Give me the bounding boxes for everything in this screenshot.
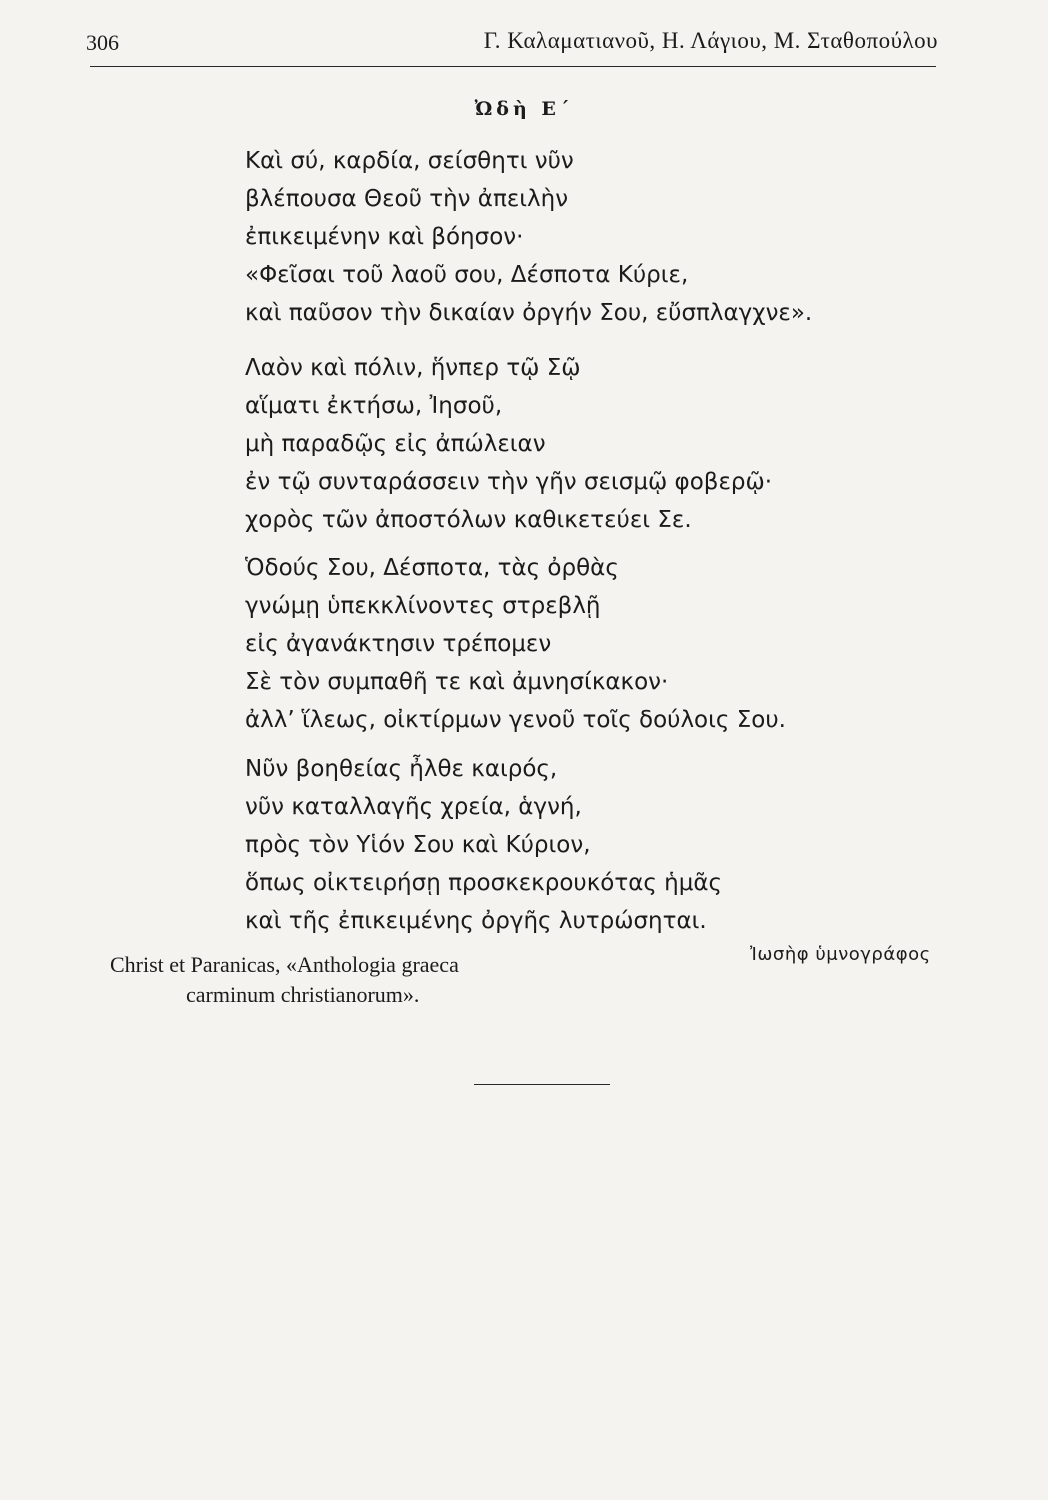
page-header — [86, 22, 938, 66]
verse-line: Νῦν βοηθείας ἦλθε καιρός, — [245, 756, 558, 782]
source-line: carminum christianorum». — [186, 982, 420, 1007]
author-attribution: Ἰωσὴφ ὑμνογράφος — [750, 944, 931, 965]
verse-line: χορὸς τῶν ἀποστόλων καθικετεύει Σε. — [245, 507, 692, 533]
verse-line: καὶ παῦσον τὴν δικαίαν ὀργήν Σου, εὔσπλαγχνε». — [245, 300, 813, 326]
verse-line: ἀλλ’ ἵλεως, οἰκτίρμων γενοῦ τοῖς δούλοις Σου. — [245, 707, 786, 733]
stanza-2 — [245, 349, 945, 539]
verse-line: ἐν τῷ συνταράσσειν τὴν γῆν σεισμῷ φοβερῷ· — [245, 469, 773, 495]
running-head: Γ. Καλαματιανοῦ, Η. Λάγιου, Μ. Σταθοπούλου — [483, 28, 938, 53]
verse-line: βλέπουσα Θεοῦ τὴν ἀπειλὴν — [245, 186, 569, 212]
source-line: Christ et Paranicas, «Anthologia graeca — [110, 952, 459, 977]
stanza-1 — [245, 142, 945, 332]
verse-line: ὅπως οἰκτειρήσῃ προσκεκρουκότας ἡμᾶς — [245, 870, 723, 896]
end-rule — [474, 1084, 610, 1085]
page-number: 306 — [86, 30, 119, 55]
verse-line: μὴ παραδῷς εἰς ἀπώλειαν — [245, 431, 546, 457]
verse-line: καὶ τῆς ἐπικειμένης ὀργῆς λυτρώσηται. — [245, 908, 707, 934]
verse-line: Καὶ σύ, καρδία, σείσθητι νῦν — [245, 148, 574, 174]
ode-title: Ὠδὴ Ε΄ — [474, 98, 574, 120]
verse-line: ἐπικειμένην καὶ βόησον· — [245, 224, 524, 250]
verse-line: Λαὸν καὶ πόλιν, ἥνπερ τῷ Σῷ — [245, 355, 581, 381]
header-rule — [90, 66, 936, 67]
source-citation — [110, 950, 459, 1010]
verse-line: «Φεῖσαι τοῦ λαοῦ σου, Δέσποτα Κύριε, — [245, 262, 689, 288]
verse-line: νῦν καταλλαγῆς χρεία, ἁγνή, — [245, 794, 582, 820]
verse-line: αἵματι ἐκτήσω, Ἰησοῦ, — [245, 393, 503, 419]
verse-line: γνώμῃ ὑπεκκλίνοντες στρεβλῇ — [245, 593, 601, 619]
stanza-4 — [245, 750, 945, 940]
verse-line: Σὲ τὸν συμπαθῆ τε καὶ ἀμνησίκακον· — [245, 669, 669, 695]
stanza-3 — [245, 549, 945, 739]
verse-line: πρὸς τὸν Υἱόν Σου καὶ Κύριον, — [245, 832, 591, 858]
verse-line: Ὁδούς Σου, Δέσποτα, τὰς ὀρθὰς — [245, 555, 619, 581]
verse-line: εἰς ἀγανάκτησιν τρέπομεν — [245, 631, 552, 657]
